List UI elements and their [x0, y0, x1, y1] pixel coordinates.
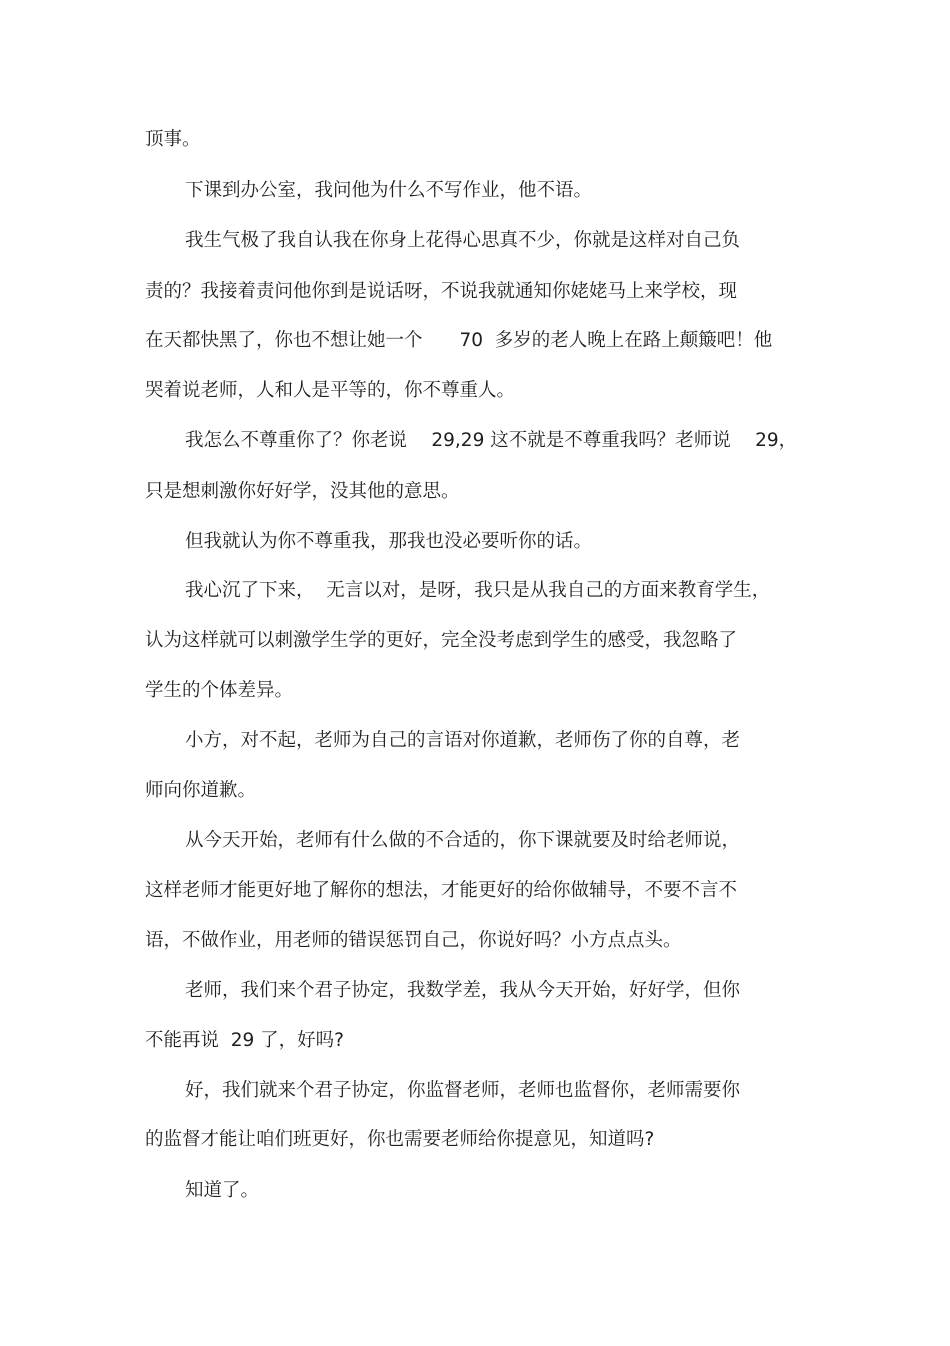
text-line: 老师，我们来个君子协定，我数学差，我从今天开始，好好学，但你: [185, 980, 741, 1001]
text-line: 的监督才能让咱们班更好，你也需要老师给你提意见，知道吗?: [145, 1129, 655, 1150]
text-line: 我怎么不尊重你了？你老说 29,29 这不就是不尊重我吗？老师说 29，: [185, 430, 798, 451]
text-line: 哭着说老师，人和人是平等的，你不尊重人。: [145, 380, 516, 401]
text-line: 下课到办公室，我问他为什么不写作业，他不语。: [185, 180, 593, 201]
text-line: 在天都快黑了，你也不想让她一个 70 多岁的老人晚上在路上颠簸吧！他: [145, 330, 773, 351]
text-line: 顶事。: [145, 129, 201, 150]
text-line: 从今天开始，老师有什么做的不合适的，你下课就要及时给老师说，: [185, 830, 741, 851]
text-line: 只是想刺激你好好学，没其他的意思。: [145, 481, 460, 502]
text-line: 我心沉了下来， 无言以对，是呀，我只是从我自己的方面来教育学生，: [185, 580, 771, 601]
text-line: 认为这样就可以刺激学生学的更好，完全没考虑到学生的感受，我忽略了: [145, 630, 738, 651]
text-line: 小方，对不起，老师为自己的言语对你道歉，老师伤了你的自尊，老: [185, 730, 741, 751]
text-line: 知道了。: [185, 1180, 260, 1201]
text-line: 语，不做作业，用老师的错误惩罚自己，你说好吗？小方点点头。: [145, 930, 682, 951]
text-line: 但我就认为你不尊重我，那我也没必要听你的话。: [185, 531, 593, 552]
text-line: 这样老师才能更好地了解你的想法，才能更好的给你做辅导，不要不言不: [145, 880, 738, 901]
text-line: 我生气极了我自认我在你身上花得心思真不少，你就是这样对自己负: [185, 230, 741, 251]
text-line: 好，我们就来个君子协定，你监督老师，老师也监督你，老师需要你: [185, 1080, 741, 1101]
text-line: 学生的个体差异。: [145, 680, 294, 701]
text-line: 责的？我接着责问他你到是说话呀，不说我就通知你姥姥马上来学校，现: [145, 281, 738, 302]
text-line: 师向你道歉。: [145, 780, 257, 801]
text-line: 不能再说 29 了，好吗?: [145, 1030, 345, 1051]
